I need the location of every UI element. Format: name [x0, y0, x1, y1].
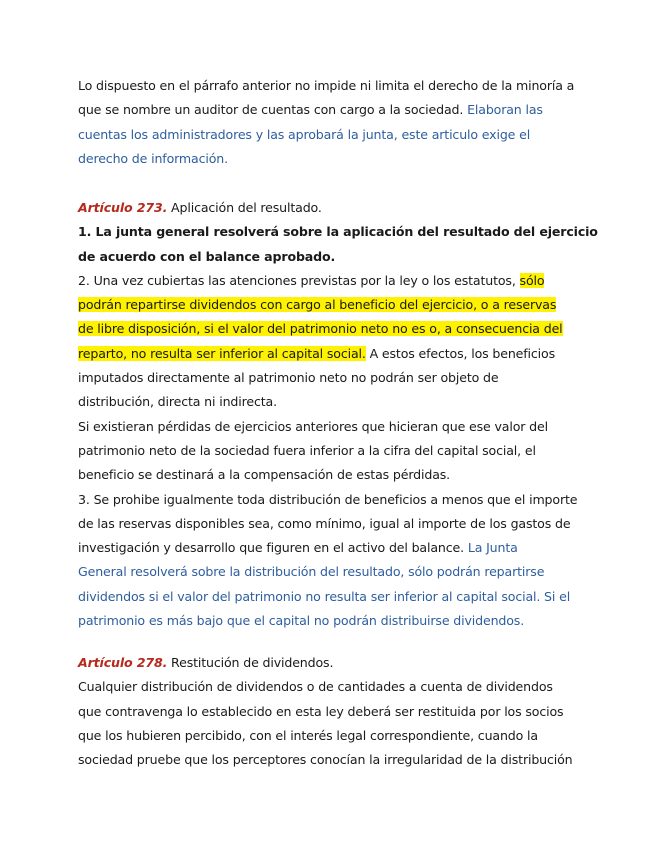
- text-line: que se nombre un auditor de cuentas con cargo a la sociedad. Elaboran las: [78, 102, 543, 118]
- annotation-note: derecho de información.: [78, 150, 228, 166]
- text-line: [78, 293, 598, 317]
- text-line: distribución, directa ni indirecta.: [78, 394, 277, 410]
- text-line: [78, 317, 598, 341]
- text-line: patrimonio neto de la sociedad fuera inferior a la cifra del capital social, el: [78, 442, 536, 458]
- text-line: Lo dispuesto en el párrafo anterior no impide ni limita el derecho de la minoría a: [78, 78, 575, 93]
- article-number: Artículo 273.: [78, 200, 168, 215]
- annotation-note: dividendos si el valor del patrimonio no resulta ser inferior al capital social. Si el: [78, 588, 571, 604]
- text-line: beneficio se destinará a la compensación de estas pérdidas.: [78, 467, 451, 483]
- text-line: 1. La junta general resolverá sobre la aplicación del resultado del ejercicio: [78, 224, 598, 240]
- article-number: Artículo 278.: [78, 655, 168, 670]
- text-line: que los hubieren percibido, con el interés legal correspondiente, cuando la: [78, 727, 538, 743]
- text-line: que contravenga lo establecido en esta ley deberá ser restituida por los socios: [78, 703, 564, 719]
- text-line: 3. Se prohibe igualmente toda distribución de beneficios a menos que el importe: [78, 491, 578, 507]
- article-heading: Artículo 278. Restitución de dividendos.: [78, 655, 334, 670]
- text-line: imputados directamente al patrimonio neto no podrán ser objeto de: [78, 370, 499, 386]
- article-278-section: [78, 651, 598, 772]
- text-line: investigación y desarrollo que figuren en el activo del balance. La Junta: [78, 540, 518, 556]
- highlighted-text: reparto, no resulta ser inferior al capital social.: [78, 345, 366, 361]
- article-273-section: [78, 196, 598, 633]
- text-line: sociedad pruebe que los perceptores conocían la irregularidad de la distribución: [78, 752, 573, 768]
- text-line: Cualquier distribución de dividendos o de cantidades a cuenta de dividendos: [78, 679, 553, 695]
- highlighted-text: de libre disposición, si el valor del patrimonio neto no es o, a consecuencia del: [78, 321, 563, 337]
- annotation-note: patrimonio es más bajo que el capital no podrán distribuirse dividendos.: [78, 613, 525, 629]
- highlighted-text: podrán repartirse dividendos con cargo al beneficio del ejercicio, o a reservas: [78, 297, 557, 313]
- annotation-note: General resolverá sobre la distribución del resultado, sólo podrán repartirse: [78, 564, 545, 580]
- text-line: de acuerdo con el balance aprobado.: [78, 248, 336, 264]
- text-line: reparto, no resulta ser inferior al capital social. A estos efectos, los beneficios: [78, 345, 555, 361]
- article-heading: Artículo 273. Aplicación del resultado.: [78, 200, 322, 215]
- paragraph-minority-auditor: [78, 74, 598, 171]
- highlighted-text: sólo: [519, 272, 545, 288]
- text-line: Si existieran pérdidas de ejercicios anteriores que hicieran que ese valor del: [78, 418, 548, 434]
- annotation-note: cuentas los administradores y las aprobará la junta, este articulo exige el: [78, 126, 531, 142]
- annotation-note: Elaboran las: [467, 102, 543, 118]
- text-line: 2. Una vez cubiertas las atenciones previstas por la ley o los estatutos, sólo: [78, 272, 545, 288]
- text-line: de las reservas disponibles sea, como mínimo, igual al importe de los gastos de: [78, 515, 571, 531]
- annotation-note: La Junta: [467, 540, 518, 556]
